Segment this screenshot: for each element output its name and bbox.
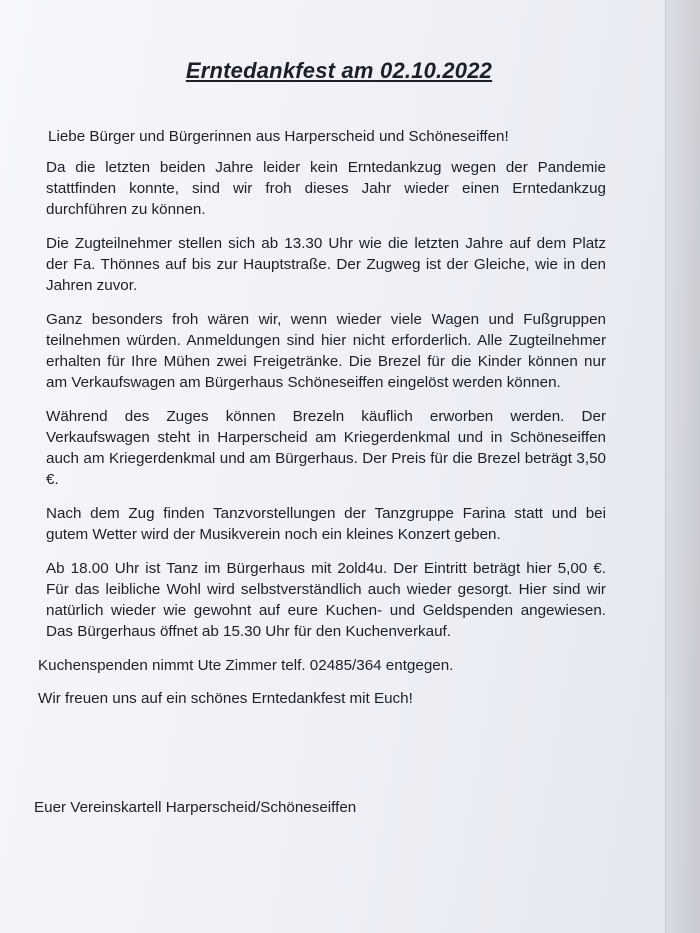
paragraph-evening: Ab 18.00 Uhr ist Tanz im Bürgerhaus mit 2old4u. Der Eintritt beträgt hier 5,00 €. Für das leibliche Wohl wird selbstverständlich auch wieder gesorgt. Hier sind wir natürlich wieder wie gewohnt auf eure Kuchen- und Geldspenden angewiesen. Das Bürgerhaus öffnet ab 15.30 Uhr für den Kuchenverkauf. bbox=[46, 560, 606, 640]
paragraph-participants: Ganz besonders froh wären wir, wenn wieder viele Wagen und Fußgruppen teilnehmen würden. Anmeldungen sind hier nicht erforderlich. Alle Zugteilnehmer erhalten für Ihre Mühen zwei Freigetränke. Die Brezel für die Kinder können nur am Verkaufswagen am Bürgerhaus Schöneseiffen eingelöst werden können. bbox=[46, 311, 606, 391]
letter bbox=[34, 58, 626, 818]
paragraph-pandemic: Da die letzten beiden Jahre leider kein Erntedankzug wegen der Pandemie stattfinden konnte, sind wir froh dieses Jahr wieder einen Erntedankzug durchführen zu können. bbox=[46, 159, 606, 218]
page-title: Erntedankfest am 02.10.2022 bbox=[185, 58, 493, 83]
contact-line: Kuchenspenden nimmt Ute Zimmer telf. 02485/364 entgegen. bbox=[38, 657, 454, 674]
wish-line: Wir freuen uns auf ein schönes Erntedankfest mit Euch! bbox=[38, 690, 413, 707]
greeting: Liebe Bürger und Bürgerinnen aus Harperscheid und Schöneseiffen! bbox=[48, 128, 509, 145]
paper-edge bbox=[665, 0, 700, 933]
paragraph-assembly: Die Zugteilnehmer stellen sich ab 13.30 Uhr wie die letzten Jahre auf dem Platz der Fa. Thönnes auf bis zur Hauptstraße. Der Zugweg ist der Gleiche, wie in den Jahren zuvor. bbox=[46, 235, 606, 294]
paragraph-brezel: Während des Zuges können Brezeln käuflich erworben werden. Der Verkaufswagen steht in Harperscheid am Kriegerdenkmal und in Schöneseiffen auch am Kriegerdenkmal und am Bürgerhaus. Der Preis für die Brezel beträgt 3,50 €. bbox=[46, 408, 606, 488]
signature: Euer Vereinskartell Harperscheid/Schöneseiffen bbox=[34, 799, 357, 816]
paragraph-dance: Nach dem Zug finden Tanzvorstellungen der Tanzgruppe Farina statt und bei gutem Wetter wird der Musikverein noch ein kleines Konzert geben. bbox=[46, 505, 606, 543]
